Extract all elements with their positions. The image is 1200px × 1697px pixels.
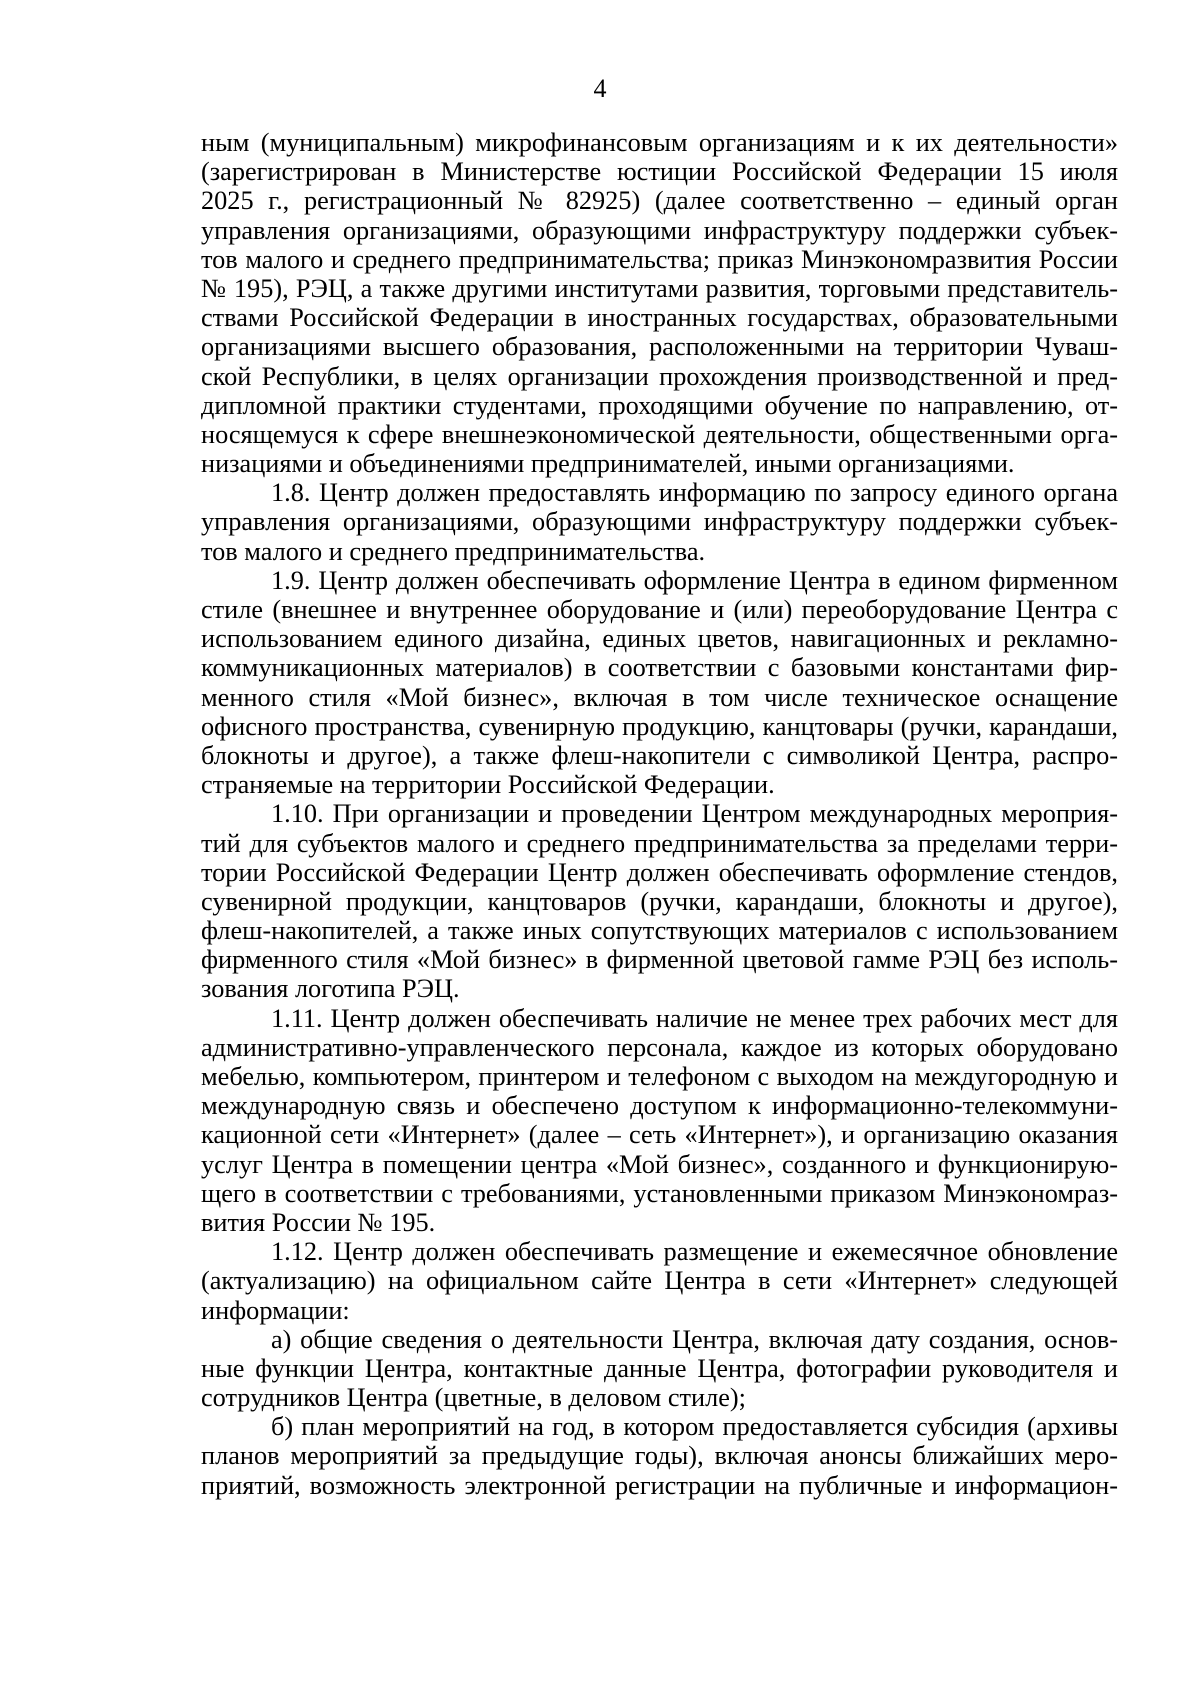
text-line: использованием единого дизайна, единых цветов, навигационных и рекламно- — [201, 624, 1118, 654]
text-line: 2025 г., регистрационный № 82925) (далее соответственно – единый орган — [201, 186, 1118, 216]
paragraph — [201, 1412, 1118, 1500]
text-line: офисного пространства, сувенирную продукцию, канцтовары (ручки, карандаши, — [201, 711, 1118, 741]
text-line: а) общие сведения о деятельности Центра, включая дату создания, основ- — [271, 1324, 1118, 1354]
paragraph — [201, 799, 1118, 1003]
paragraph — [201, 478, 1118, 566]
text-line: менного стиля «Мой бизнес», включая в том числе техническое оснащение — [201, 682, 1118, 712]
paragraph — [201, 566, 1118, 800]
text-line: управления организациями, образующими инфраструктуру поддержки субъек- — [201, 507, 1118, 537]
text-line: 1.8. Центр должен предоставлять информацию по запросу единого органа — [271, 478, 1118, 508]
text-line: ской Республики, в целях организации прохождения производственной и пред- — [201, 361, 1118, 391]
text-line: № 195), РЭЦ, а также другими институтами развития, торговыми представитель- — [201, 273, 1118, 303]
text-line: мебелью, компьютером, принтером и телефоном с выходом на междугородную и — [201, 1062, 1118, 1091]
text-line: носящемуся к сфере внешнеэкономической деятельности, общественными орга- — [201, 419, 1118, 449]
page-number: 4 — [593, 74, 607, 103]
text-line: сувенирной продукции, канцтоваров (ручки, карандаши, блокноты и другое), — [201, 886, 1118, 916]
text-line: зования логотипа РЭЦ. — [201, 974, 460, 1004]
text-line: фирменного стиля «Мой бизнес» в фирменной цветовой гамме РЭЦ без исполь- — [201, 945, 1118, 975]
text-line: страняемые на территории Российской Федерации. — [201, 770, 775, 800]
text-line: вития России № 195. — [201, 1207, 436, 1237]
text-line: планов мероприятий за предыдущие годы), включая анонсы ближайших меро- — [201, 1441, 1118, 1471]
text-line: управления организациями, образующими инфраструктуру поддержки субъек- — [201, 215, 1118, 245]
text-line: информации: — [201, 1295, 350, 1325]
text-line: организациями высшего образования, расположенными на территории Чуваш- — [201, 332, 1118, 362]
text-line: тов малого и среднего предпринимательства. — [201, 536, 706, 566]
text-line: тий для субъектов малого и среднего предпринимательства за пределами терри- — [201, 828, 1118, 858]
text-line: 1.10. При организации и проведении Центром международных мероприя- — [271, 799, 1118, 829]
text-line: 1.11. Центр должен обеспечивать наличие не менее трех рабочих мест для — [271, 1003, 1118, 1033]
text-line: тории Российской Федерации Центр должен обеспечивать оформление стендов, — [201, 857, 1118, 887]
document-body — [201, 128, 1118, 1500]
text-line: флеш-накопителей, а также иных сопутствующих материалов с использованием — [201, 916, 1118, 946]
text-line: ствами Российской Федерации в иностранных государствах, образовательными — [201, 303, 1118, 333]
text-line: (зарегистрирован в Министерстве юстиции Российской Федерации 15 июля — [201, 157, 1118, 187]
text-line: щего в соответствии с требованиями, установленными приказом Минэкономраз- — [201, 1178, 1118, 1208]
text-line: тов малого и среднего предпринимательства; приказ Минэкономразвития России — [201, 244, 1118, 274]
text-line: сотрудников Центра (цветные, в деловом стиле); — [201, 1383, 746, 1413]
text-line: ные функции Центра, контактные данные Центра, фотографии руководителя и — [201, 1353, 1118, 1383]
text-line: международную связь и обеспечено доступом к информационно-телекоммуни- — [201, 1091, 1118, 1121]
text-line: б) план мероприятий на год, в котором предоставляется субсидия (архивы — [271, 1412, 1118, 1442]
text-line: стиле (внешнее и внутреннее оборудование и (или) переоборудование Центра с — [201, 595, 1118, 624]
text-line: услуг Центра в помещении центра «Мой бизнес», созданного и функционирую- — [201, 1149, 1118, 1179]
text-line: административно-управленческого персонала, каждое из которых оборудовано — [201, 1032, 1118, 1062]
text-line: блокноты и другое), а также флеш-накопители с символикой Центра, распро- — [201, 740, 1118, 770]
paragraph — [201, 1237, 1118, 1325]
text-line: 1.12. Центр должен обеспечивать размещение и ежемесячное обновление — [271, 1237, 1118, 1267]
paragraph — [201, 1325, 1118, 1413]
text-line: ным (муниципальным) микрофинансовым организациям и к их деятельности» — [201, 128, 1118, 157]
text-line: (актуализацию) на официальном сайте Центра в сети «Интернет» следующей — [201, 1266, 1118, 1296]
text-line: 1.9. Центр должен обеспечивать оформление Центра в едином фирменном — [271, 565, 1118, 595]
text-line: дипломной практики студентами, проходящими обучение по направлению, от- — [201, 390, 1118, 420]
text-line: кационной сети «Интернет» (далее – сеть «Интернет»), и организацию оказания — [201, 1120, 1118, 1150]
text-line: приятий, возможность электронной регистрации на публичные и информацион- — [201, 1470, 1118, 1500]
paragraph — [201, 128, 1118, 478]
paragraph — [201, 1004, 1118, 1238]
text-line: низациями и объединениями предпринимателей, иными организациями. — [201, 449, 1015, 479]
text-line: коммуникационных материалов) в соответствии с базовыми константами фир- — [201, 653, 1118, 683]
